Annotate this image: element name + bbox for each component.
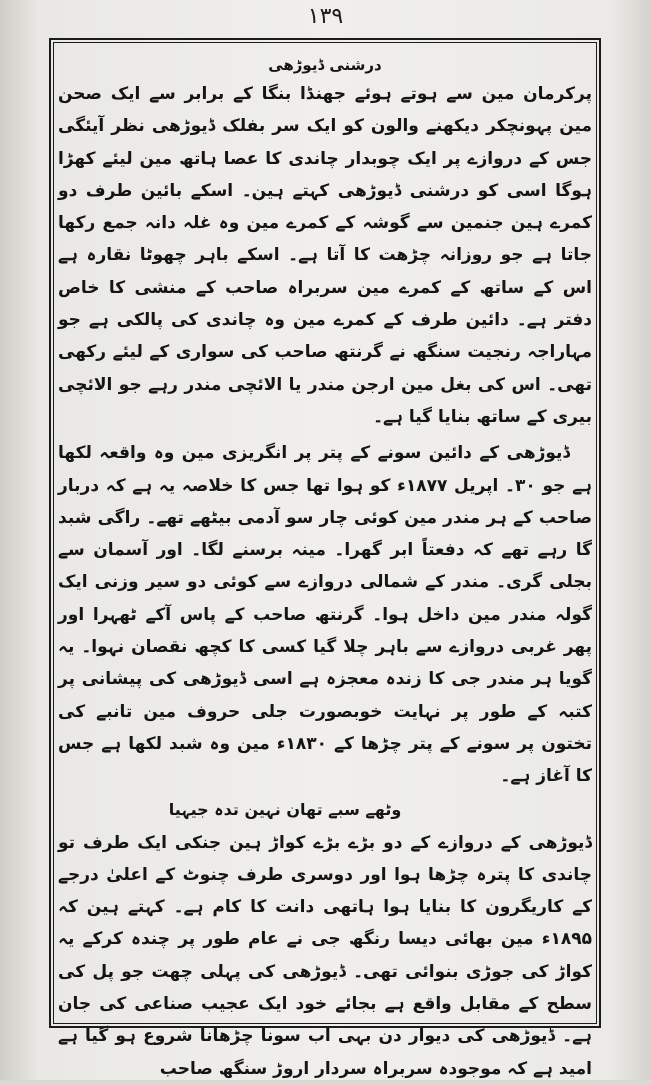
paragraph-2: ڈیوڑھی کے دائین سونے کے پتر پر انگریزی مین وہ واقعہ لکھا ہے جو ۳۰۔ اپریل ۱۸۷۷ء کو ہوا تھا جس کا خلاصہ یہ ہے کہ دربار صاحب کے ہر مندر مین کوئی چار سو آدمی بیٹھے تھے۔ راگی شبد گا رہے تھے کہ دفعتاً ابر گھرا۔ مینہ برسنے لگا۔ اور آسمان سے بجلی گری۔ مندر کے شمالی دروازے سے کوئی دو سیر وزنی ایک گولہ مندر مین داخل ہوا۔ گرنتھ صاحب کے پاس آکے ٹھہرا اور پھر غربی دروازے سے باہر چلا گیا کسی کا کچھ نقصان نہوا۔ یہ گویا ہر مندر جی کا زندہ معجزہ ہے اسی ڈیوڑھی کی پیشانی پر کتبہ کے طور پر نہایت خوبصورت جلی حروف مین تانبے کی تختون پر سونے کے پتر چڑھا کے ۱۸۳۰ء مین وہ شبد لکھا ہے جس کا آغاز ہے۔	[58, 443, 593, 787]
verse-line: وٹھے سبے تھان نہین تدہ جیہیا	[168, 799, 402, 819]
paragraph-1: پرکرمان مین سے ہوتے ہوئے جھنڈا بنگا کے برابر سے ایک صحن مین پہونچکر دیکھنے والون کو ایک سر بفلک ڈیوڑھی نظر آیئگی جس کے دروازے پر ایک چوبدار چاندی کا عصا ہاتھ مین لیئے کھڑا ہوگا اسی کو درشنی ڈیوڑھی کہتے ہین۔ اسکے بائین طرف دو کمرے ہین جنمین سے گوشہ کے کمرے مین وہ غلہ دانہ جمع رکھا جاتا ہے جو روزانہ چڑھت کا آتا ہے۔ اسکے باہر چھوٹا نقارہ ہے اس کے ساتھ کے کمرے مین سربراہ صاحب کے منشی کا خاص دفتر ہے۔ دائین طرف کے کمرے مین وہ چاندی کی پالکی ہے جو مہاراجہ رنجیت سنگھ نے گرنتھ صاحب کی سواری کے لیئے رکھی تھی۔ اس کی بغل مین ارجن مندر یا الائچی مندر رہے جو الائچی بیری کے ساتھ بنایا گیا ہے۔	[58, 84, 592, 427]
page-number: ۱۳۹	[307, 4, 344, 29]
text-body	[58, 52, 593, 1079]
paragraph-3: ڈیوڑھی کے دروازے کے دو بڑے بڑے کواڑ ہین جنکی ایک طرف تو چاندی کا پترہ چڑھا ہوا اور دوسری طرف چنوٹ کے اعلیٰ درجے کے کاریگرون کا بنایا ہوا ہاتھی دانت کا کام ہے۔ کہتے ہین کہ ۱۸۹۵ء مین بھائی دیسا رنگھ جی نے عام طور پر چندہ کرکے یہ کواڑ کی جوڑی بنوائی تھی۔ ڈیوڑھی کی پہلی چھت جو پل کی سطح کے مقابل واقع ہے بجائے خود ایک عجیب صناعی کی جان ہے۔ ڈیوڑھی کی دیوار دن بہی اب سونا چڑھانا شروع ہو گیا ہے امید ہے کہ موجودہ سربراہ سردار اروڑ سنگھ صاحب	[58, 832, 592, 1079]
section-heading: درشنی ڈیوڑھی	[268, 56, 382, 74]
